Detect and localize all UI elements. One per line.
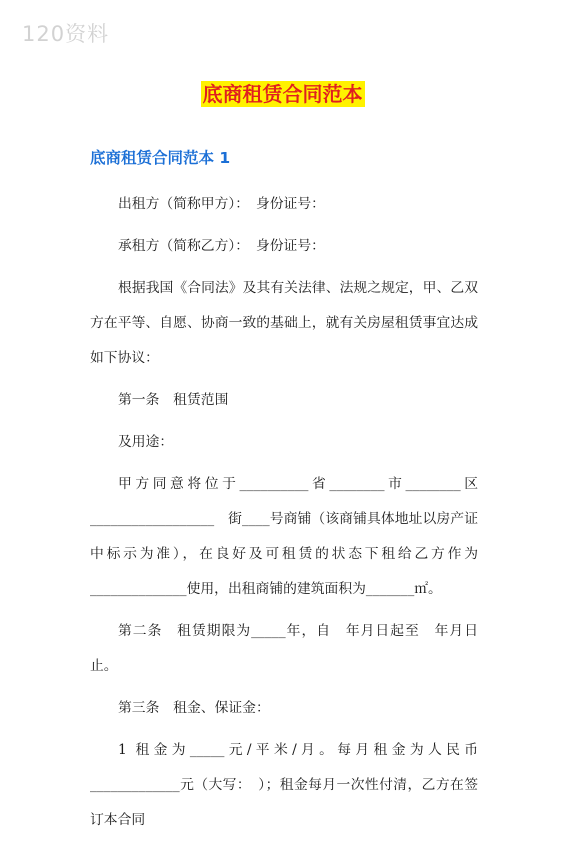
- article-2-term: 第二条 租赁期限为_____年，自 年月日起至 年月日止。: [90, 623, 478, 674]
- lessee-line: 承租方（简称乙方）： 身份证号：: [118, 238, 325, 254]
- contract-body: [90, 187, 478, 845]
- purpose-line: 及用途：: [118, 434, 174, 450]
- premises-paragraph: 甲方同意将位于__________省________市________区__________________ 街____号商铺（该商铺具体地址以房产证中标示为准），在良好及可租赁的状态下租给乙方作为______________使用，出租商铺的建筑面积为_______㎡。: [90, 476, 478, 597]
- section-heading: 底商租赁合同范本 1: [90, 149, 231, 167]
- rent-paragraph: 1 租金为_____元/平米/月。每月租金为人民币_____________元（大写： ）；租金每月一次性付清，乙方在签订本合同: [90, 742, 478, 828]
- document-title-text: 底商租赁合同范本: [202, 82, 363, 106]
- lessor-line: 出租方（简称甲方）： 身份证号：: [118, 196, 325, 212]
- article-3-heading: 第三条 租金、保证金：: [118, 700, 270, 716]
- article-1-heading: 第一条 租赁范围: [118, 392, 229, 408]
- document-title: [0, 78, 565, 107]
- watermark: 120资料: [22, 22, 110, 46]
- preamble-paragraph: 根据我国《合同法》及其有关法律、法规之规定，甲、乙双方在平等、自愿、协商一致的基础上，就有关房屋租赁事宜达成如下协议：: [90, 280, 478, 366]
